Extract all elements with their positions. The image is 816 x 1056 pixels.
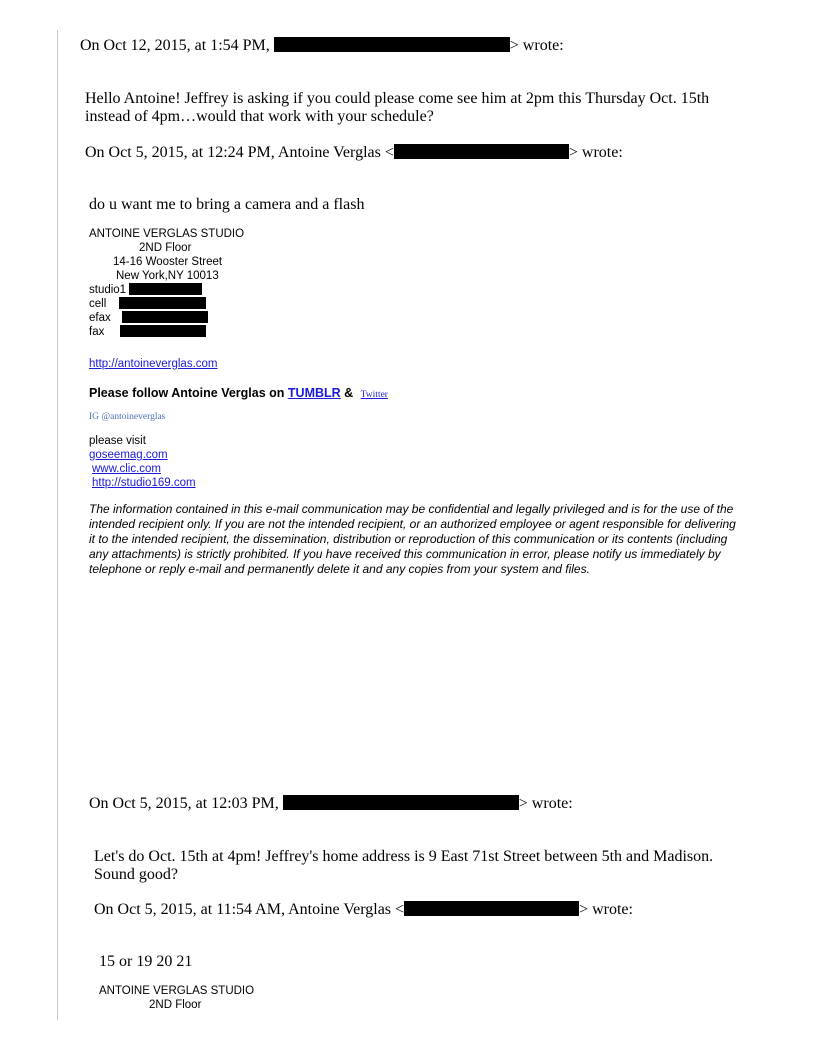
email4-header-suffix: > wrote: <box>579 901 633 918</box>
signature-city: New York,NY 10013 <box>116 270 219 282</box>
studio169-link[interactable]: http://studio169.com <box>92 477 196 489</box>
email2-header-prefix: On Oct 5, 2015, at 12:24 PM, Antoine Verglas < <box>85 144 394 161</box>
signature2-floor: 2ND Floor <box>149 999 202 1011</box>
phone-efax <box>89 311 208 325</box>
goseemag-link[interactable]: goseemag.com <box>89 449 168 461</box>
phone-label: cell <box>89 298 107 310</box>
tumblr-link[interactable]: TUMBLR <box>287 386 341 400</box>
website-link[interactable]: http://antoineverglas.com <box>89 358 218 370</box>
phone-label: studio1 <box>89 284 127 296</box>
email3-body: Let's do Oct. 15th at 4pm! Jeffrey's home address is 9 East 71st Street between 5th and Madison. Sound good? <box>94 848 714 883</box>
phone-cell <box>89 297 206 311</box>
please-visit: please visit <box>89 435 146 447</box>
confidentiality-disclaimer: The information contained in this e-mail communication may be confidential and legally privileged and is for the use of the intended recipient only. If you are not the intended recipient, or an authorized employee or agent responsible for delivering it to the intended recipient, the dissemination, distribution or reproduction of this communication or its contents (including any attachments) is strictly prohibited. If you have received this communication in error, please notify us immediately by telephone or reply e-mail and permanently delete it and any copies from your system and files. <box>89 502 736 576</box>
email1-header <box>80 37 564 55</box>
email1-header-suffix: > wrote: <box>509 37 564 54</box>
follow-text: Please follow Antoine Verglas on <box>89 386 285 400</box>
email4-body: 15 or 19 20 21 <box>99 953 193 970</box>
signature-studio: ANTOINE VERGLAS STUDIO <box>89 228 245 240</box>
signature-street: 14-16 Wooster Street <box>113 256 223 268</box>
email2-header-suffix: > wrote: <box>568 144 623 161</box>
email3-header-prefix: On Oct 5, 2015, at 12:03 PM, <box>89 795 279 812</box>
email4-header <box>94 901 633 919</box>
redacted-email <box>404 901 579 916</box>
instagram-handle[interactable]: IG @antoineverglas <box>89 412 166 422</box>
email2-header <box>85 144 623 162</box>
website-line <box>89 357 218 371</box>
email1-header-prefix: On Oct 12, 2015, at 1:54 PM, <box>80 37 270 54</box>
signature-floor: 2ND Floor <box>139 242 192 254</box>
redacted-phone <box>120 325 206 337</box>
email3-header-suffix: > wrote: <box>518 795 573 812</box>
phone-label: fax <box>89 326 105 338</box>
email1-body: Hello Antoine! Jeffrey is asking if you could please come see him at 2pm this Thursday Oct. 15th instead of 4pm…would that work with your schedule? <box>85 90 710 125</box>
email4-header-prefix: On Oct 5, 2015, at 11:54 AM, Antoine Verglas < <box>94 901 405 918</box>
email3-header <box>89 795 573 813</box>
redacted-sender <box>283 795 519 810</box>
phone-label: efax <box>89 312 111 324</box>
redacted-phone <box>119 297 206 309</box>
follow-line <box>89 386 388 402</box>
clic-link[interactable]: www.clic.com <box>92 463 162 475</box>
redacted-phone <box>129 283 202 295</box>
quote-bar <box>57 30 58 1020</box>
redacted-email <box>394 144 569 159</box>
redacted-phone <box>122 311 208 323</box>
link-goseemag-line <box>89 448 168 462</box>
amp-text: & <box>344 386 354 400</box>
redacted-sender <box>274 37 510 52</box>
signature2-studio: ANTOINE VERGLAS STUDIO <box>99 985 255 997</box>
link-clic-line <box>92 462 161 476</box>
link-studio169-line <box>92 476 196 490</box>
twitter-link[interactable]: Twitter <box>360 390 388 400</box>
phone-studio1 <box>89 283 202 297</box>
phone-fax <box>89 325 206 339</box>
email2-body: do u want me to bring a camera and a flash <box>89 196 365 213</box>
